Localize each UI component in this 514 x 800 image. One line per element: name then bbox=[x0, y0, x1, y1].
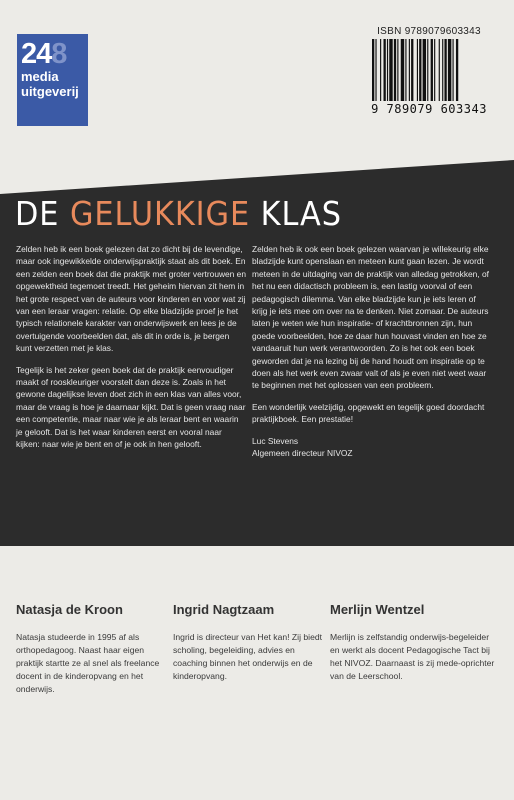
barcode-bar bbox=[439, 39, 440, 101]
barcode-bar bbox=[375, 39, 376, 101]
barcode-bar bbox=[448, 39, 451, 101]
barcode-bar bbox=[372, 39, 374, 101]
publisher-logo bbox=[17, 34, 88, 126]
isbn-label: ISBN 9789079603343 bbox=[377, 26, 481, 37]
blurb-paragraph: Tegelijk is het zeker geen boek dat de praktijk eenvoudiger maakt of rooskleuriger voorstelt dan deze is. Zoals in het gewone dagelijkse leven doet zich in een klas van alles voor, maar de vraag is hoe je daarnaar kijkt. Dat is geen vraag naar een competentie, maar naar wie je als leraar bent en waarin je gelooft. Dat is het waar kinderen eerst en vooral naar kijken: naar wie je bent en of je ook in hen gelooft. bbox=[16, 364, 246, 450]
barcode-bar bbox=[401, 39, 404, 101]
blurb-paragraph: Zelden heb ik een boek gelezen dat zo dicht bij de levendige, maar ook ingewikkelde onderwijspraktijk staat als dit boek. En een zelden een boek dat die praktijk met groter vertrouwen en opgewektheid tegemoet treedt. Het geheim hiervan zit hem in het grote respect van de auteurs voor kinderen en voor wat zij van een leraar vragen: relatie. Op elke bladzijde proef je het typisch relationele karakter van onderwijswerk en lees je de overtuigende voorbeelden dat, als dit in orde is, je bergen kunt verzetten met je klas. bbox=[16, 244, 246, 354]
author-block-merlijn bbox=[330, 602, 498, 683]
author-bio: Ingrid is directeur van Het kan! Zij biedt scholing, begeleiding, advies en coaching binnen het onderwijs en de kinderopvang. bbox=[173, 632, 323, 681]
barcode-bar bbox=[431, 39, 433, 101]
author-block-natasja bbox=[16, 602, 166, 696]
book-title bbox=[15, 194, 342, 233]
blurb-left-column bbox=[16, 243, 247, 460]
blurb-paragraph: Zelden heb ik ook een boek gelezen waarvan je willekeurig elke bladzijde kunt openslaan en meteen kunt gaan lezen. Je wordt meteen in de uitdaging van de praktijk van alledag getrokken, of het nu een didactisch probleem is, een lastig voorval of een pedagogisch dilemma. Van elke bladzijde kun je iets leren of krijg je iets mee om over na te denken. Niet zomaar. De auteurs laten je weten wie hun inspiratie- of krachtbronnen zijn, hun goede voorbeelden, hoe ze daar hun houvast vinden en hoe ze vandaaruit hun werk verantwoorden. Zo is het ook een boek geworden dat je na lezing bij de hand houdt om inspiratie op te doen als het werk even zwaar valt of als je even niet weet waar te beginnen met het oplossen van een probleem. bbox=[252, 244, 489, 391]
barcode-bar bbox=[442, 39, 443, 101]
logo-number-main: 24 bbox=[21, 38, 52, 70]
barcode-bar bbox=[423, 39, 426, 101]
barcode-bar bbox=[397, 39, 398, 101]
blurb-right-column bbox=[252, 243, 492, 460]
barcode-bar bbox=[405, 39, 406, 101]
barcode-bar bbox=[387, 39, 388, 101]
signature-name: Luc Stevens bbox=[252, 435, 299, 446]
logo-number bbox=[21, 40, 84, 69]
barcode-bar bbox=[417, 39, 418, 101]
signature-role: Algemeen directeur NIVOZ bbox=[252, 448, 353, 459]
author-block-ingrid bbox=[173, 602, 323, 683]
barcode-bar bbox=[434, 39, 435, 101]
author-name: Merlijn Wentzel bbox=[330, 602, 425, 617]
author-name: Ingrid Nagtzaam bbox=[173, 602, 275, 617]
title-klas: KLAS bbox=[250, 194, 342, 233]
barcode-bar bbox=[456, 39, 458, 101]
barcode-bar bbox=[411, 39, 413, 101]
author-bio: Merlijn is zelfstandig onderwijs-begeleider en werkt als docent Pedagogische Tact bij het NIVOZ. Daarnaast is zij mede-oprichter van de Leerschool. bbox=[330, 632, 495, 681]
logo-line-media: media bbox=[21, 69, 59, 84]
author-bio: Natasja studeerde in 1995 af als orthopedagoog. Naast haar eigen praktijk startte ze al snel als freelance docent in de kinderopvang en het onderwijs. bbox=[16, 632, 160, 694]
barcode-digits: 9 789079 603343 bbox=[371, 102, 487, 116]
barcode-bar bbox=[427, 39, 428, 101]
logo-line-uitgeverij: uitgeverij bbox=[21, 84, 79, 99]
barcode-bar bbox=[380, 39, 381, 101]
title-de: DE bbox=[15, 194, 70, 233]
barcode-bar bbox=[384, 39, 386, 101]
barcode-bar bbox=[453, 39, 454, 101]
barcode-bars bbox=[368, 39, 490, 101]
blurb-paragraph: Een wonderlijk veelzijdig, opgewekt en tegelijk goed doordacht praktijkboek. Een prestatie! bbox=[252, 401, 485, 425]
author-name: Natasja de Kroon bbox=[16, 602, 123, 617]
logo-number-accent: 8 bbox=[51, 38, 67, 70]
barcode-bar bbox=[419, 39, 421, 101]
barcode-bar bbox=[394, 39, 396, 101]
title-gelukkige: GELUKKIGE bbox=[69, 194, 251, 233]
barcode-bar bbox=[409, 39, 410, 101]
barcode-bar bbox=[444, 39, 446, 101]
signature bbox=[252, 435, 492, 460]
isbn-barcode bbox=[368, 26, 490, 116]
barcode-bar bbox=[389, 39, 392, 101]
